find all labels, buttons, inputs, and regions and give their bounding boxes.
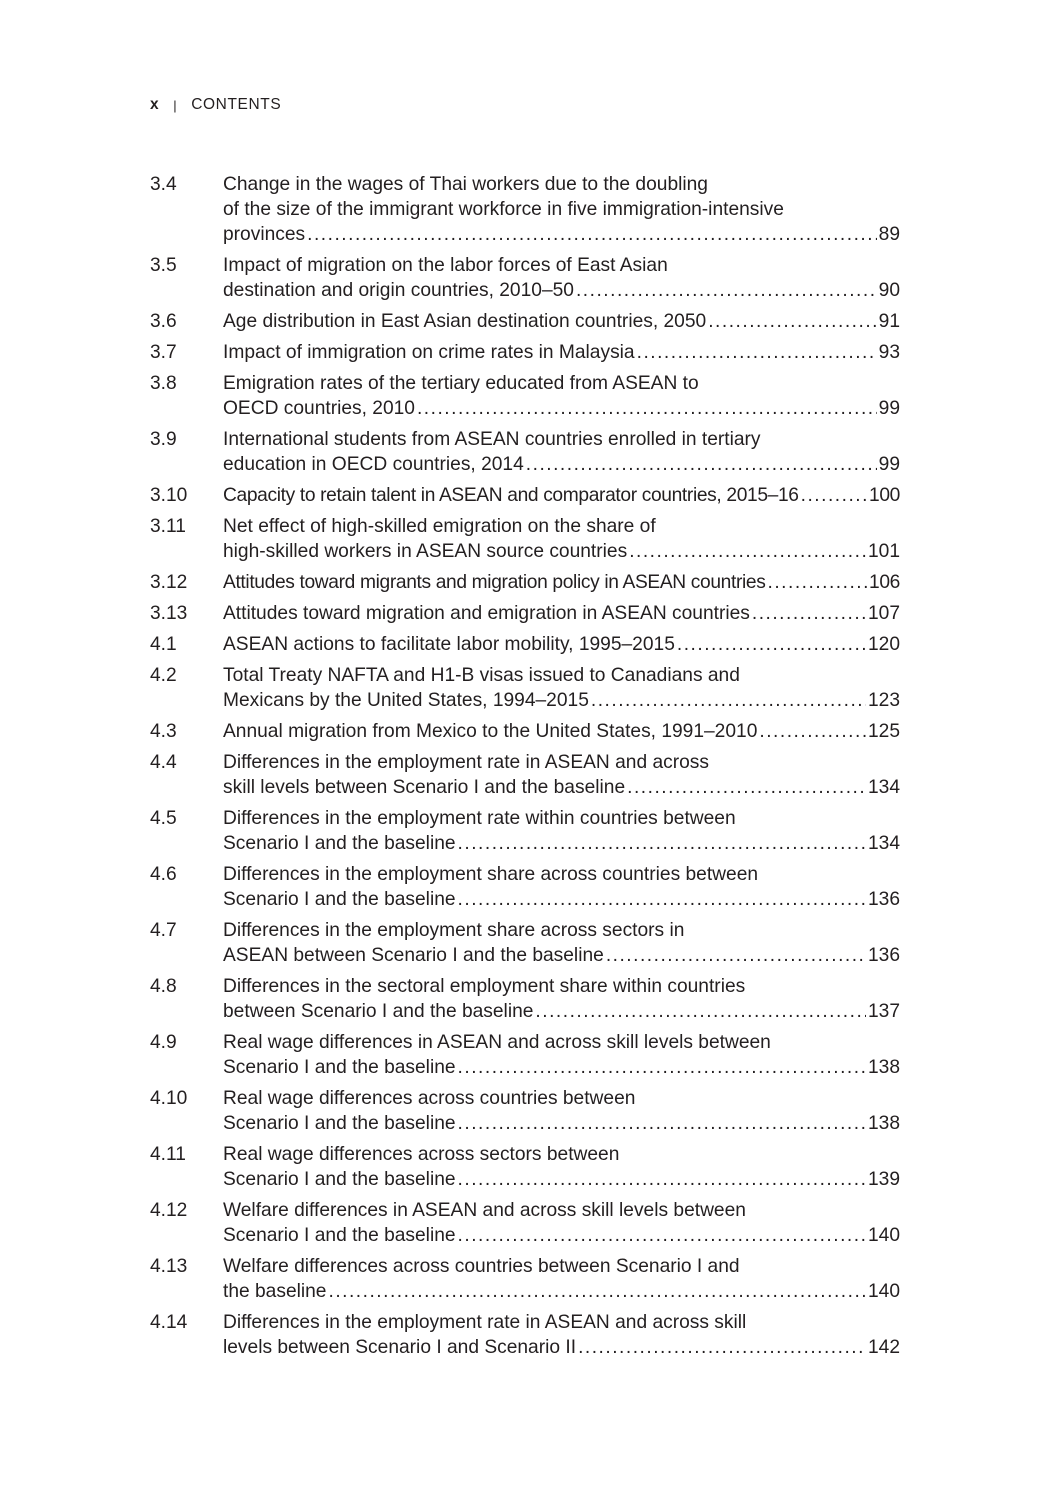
entry-number: 4.14: [150, 1312, 188, 1333]
entry-title: [223, 918, 900, 968]
entry-page-number: 101: [867, 541, 900, 562]
dot-leader: [458, 1111, 866, 1136]
dot-leader: [535, 999, 866, 1024]
dot-leader: [801, 483, 867, 508]
entry-title: [223, 1198, 900, 1248]
entry-title: [223, 514, 900, 564]
entry-page-number: 136: [867, 945, 900, 966]
dot-leader: [591, 688, 866, 713]
toc-entry[interactable]: [150, 719, 900, 744]
dot-leader: [627, 775, 866, 800]
entry-number: 3.6: [150, 311, 177, 332]
entry-title: [223, 1086, 900, 1136]
toc-entry[interactable]: [150, 253, 900, 303]
toc-entry[interactable]: [150, 1254, 900, 1304]
entry-title-line: skill levels between Scenario I and the baseline: [223, 777, 626, 798]
section-title: CONTENTS: [191, 96, 282, 113]
entry-number: 3.13: [150, 603, 188, 624]
dot-leader: [708, 309, 876, 334]
entry-title-line: Annual migration from Mexico to the United States, 1991–2010: [223, 721, 758, 742]
page-number: x: [150, 96, 160, 113]
entry-title-line: Impact of migration on the labor forces of East Asian: [223, 255, 668, 276]
toc-entry[interactable]: [150, 806, 900, 856]
entry-title-line: Differences in the employment share across sectors in: [223, 920, 685, 941]
entry-title: [223, 1142, 900, 1192]
dot-leader: [606, 943, 866, 968]
running-header: [150, 96, 281, 114]
entry-title-line: Differences in the employment rate within countries between: [223, 808, 736, 829]
entry-title-line: Net effect of high-skilled emigration on the share of: [223, 516, 656, 537]
entry-number: 4.3: [150, 721, 177, 742]
entry-page-number: 99: [878, 398, 900, 419]
entry-title: [223, 371, 900, 421]
entry-title-line: Scenario I and the baseline: [223, 1225, 456, 1246]
entry-title: [223, 750, 900, 800]
entry-number: 4.12: [150, 1200, 188, 1221]
entry-title-line: Total Treaty NAFTA and H1-B visas issued to Canadians and: [223, 665, 740, 686]
dot-leader: [637, 340, 877, 365]
entry-title-line: Attitudes toward migration and emigration in ASEAN countries: [223, 603, 750, 624]
dot-leader: [458, 831, 866, 856]
toc-entry[interactable]: [150, 172, 900, 247]
entry-title-line: provinces: [223, 224, 306, 245]
entry-number: 3.12: [150, 572, 188, 593]
entry-title-line: Scenario I and the baseline: [223, 1113, 456, 1134]
dot-leader: [629, 539, 866, 564]
entry-title-line: Scenario I and the baseline: [223, 833, 456, 854]
entry-title: [223, 1030, 900, 1080]
toc-entry[interactable]: [150, 663, 900, 713]
entry-number: 4.4: [150, 752, 177, 773]
dot-leader: [458, 1223, 866, 1248]
entry-page-number: 125: [867, 721, 900, 742]
entry-title-line: Real wage differences in ASEAN and across skill levels between: [223, 1032, 771, 1053]
entry-number: 4.1: [150, 634, 177, 655]
dot-leader: [458, 1055, 866, 1080]
entry-number: 4.10: [150, 1088, 188, 1109]
toc-entry[interactable]: [150, 1030, 900, 1080]
dot-leader: [458, 887, 866, 912]
entry-number: 4.13: [150, 1256, 188, 1277]
entry-title-line: Age distribution in East Asian destination countries, 2050: [223, 311, 707, 332]
entry-title-line: high-skilled workers in ASEAN source countries: [223, 541, 628, 562]
entry-number: 4.11: [150, 1144, 186, 1165]
entry-number: 3.4: [150, 174, 177, 195]
entry-number: 4.9: [150, 1032, 177, 1053]
entry-title-line: Scenario I and the baseline: [223, 1057, 456, 1078]
entry-title-line: ASEAN actions to facilitate labor mobility, 1995–2015: [223, 634, 675, 655]
entry-number: 4.7: [150, 920, 177, 941]
entry-page-number: 100: [869, 485, 900, 506]
entry-number: 3.7: [150, 342, 177, 363]
toc-entry[interactable]: [150, 1086, 900, 1136]
toc-entry[interactable]: [150, 570, 900, 595]
entry-title-line: Welfare differences across countries between Scenario I and: [223, 1256, 740, 1277]
dot-leader: [578, 1335, 866, 1360]
entry-title: [223, 309, 900, 334]
entry-title-line: Scenario I and the baseline: [223, 1169, 456, 1190]
entry-page-number: 138: [867, 1113, 900, 1134]
entry-number: 3.5: [150, 255, 177, 276]
entry-title-line: Real wage differences across sectors between: [223, 1144, 620, 1165]
entry-title: [223, 483, 900, 508]
toc-entry[interactable]: [150, 1310, 900, 1360]
toc-entry[interactable]: [150, 862, 900, 912]
entry-title-line: of the size of the immigrant workforce in five immigration-intensive: [223, 199, 784, 220]
toc-entry[interactable]: [150, 974, 900, 1024]
dot-leader: [759, 719, 866, 744]
toc-entry[interactable]: [150, 750, 900, 800]
entry-title: [223, 172, 900, 247]
entry-title-line: OECD countries, 2010: [223, 398, 415, 419]
dot-leader: [576, 278, 877, 303]
dot-leader: [328, 1279, 866, 1304]
entry-title-line: Change in the wages of Thai workers due to the doubling: [223, 174, 708, 195]
entry-number: 3.11: [150, 516, 186, 537]
toc-entry[interactable]: [150, 1198, 900, 1248]
entry-title-line: Emigration rates of the tertiary educated from ASEAN to: [223, 373, 699, 394]
entry-title-line: destination and origin countries, 2010–50: [223, 280, 574, 301]
entry-title: [223, 806, 900, 856]
entry-title-line: Differences in the sectoral employment share within countries: [223, 976, 746, 997]
entry-title: [223, 427, 900, 477]
entry-title-line: the baseline: [223, 1281, 327, 1302]
entry-title-line: Scenario I and the baseline: [223, 889, 456, 910]
entry-title: [223, 340, 900, 365]
entry-page-number: 123: [867, 690, 900, 711]
toc-entry[interactable]: [150, 1142, 900, 1192]
entry-title-line: levels between Scenario I and Scenario II: [223, 1337, 577, 1358]
entry-title-line: Capacity to retain talent in ASEAN and comparator countries, 2015–16: [223, 485, 799, 506]
entry-title-line: Real wage differences across countries between: [223, 1088, 636, 1109]
entry-number: 4.8: [150, 976, 177, 997]
entry-title: [223, 253, 900, 303]
entry-page-number: 134: [867, 833, 900, 854]
entry-page-number: 140: [867, 1281, 900, 1302]
entry-page-number: 137: [867, 1001, 900, 1022]
dot-leader: [752, 601, 866, 626]
header-separator: |: [173, 97, 178, 113]
toc-entry[interactable]: [150, 309, 900, 334]
entry-page-number: 136: [867, 889, 900, 910]
entry-title-line: ASEAN between Scenario I and the baseline: [223, 945, 604, 966]
entry-title-line: Differences in the employment share across countries between: [223, 864, 759, 885]
entry-page-number: 120: [867, 634, 900, 655]
entry-title-line: Differences in the employment rate in ASEAN and across: [223, 752, 709, 773]
entry-number: 3.8: [150, 373, 177, 394]
dot-leader: [677, 632, 866, 657]
entry-page-number: 134: [867, 777, 900, 798]
entry-page-number: 90: [878, 280, 900, 301]
entry-title: [223, 570, 900, 595]
dot-leader: [417, 396, 877, 421]
entry-page-number: 140: [867, 1225, 900, 1246]
entry-title-line: between Scenario I and the baseline: [223, 1001, 534, 1022]
figures-list: [150, 172, 900, 1366]
entry-title-line: education in OECD countries, 2014: [223, 454, 524, 475]
entry-title-line: Impact of immigration on crime rates in Malaysia: [223, 342, 635, 363]
entry-title: [223, 1254, 900, 1304]
toc-entry[interactable]: [150, 632, 900, 657]
entry-page-number: 107: [867, 603, 900, 624]
entry-title-line: Attitudes toward migrants and migration policy in ASEAN countries: [223, 572, 766, 593]
toc-entry[interactable]: [150, 483, 900, 508]
entry-number: 3.10: [150, 485, 188, 506]
dot-leader: [458, 1167, 866, 1192]
entry-title-line: Differences in the employment rate in ASEAN and across skill: [223, 1312, 747, 1333]
toc-entry[interactable]: [150, 371, 900, 421]
entry-number: 4.6: [150, 864, 177, 885]
entry-number: 3.9: [150, 429, 177, 450]
entry-page-number: 142: [867, 1337, 900, 1358]
entry-number: 4.5: [150, 808, 177, 829]
entry-page-number: 138: [867, 1057, 900, 1078]
entry-page-number: 106: [869, 572, 900, 593]
entry-title: [223, 601, 900, 626]
entry-page-number: 139: [867, 1169, 900, 1190]
toc-entry[interactable]: [150, 340, 900, 365]
entry-title-line: International students from ASEAN countries enrolled in tertiary: [223, 429, 761, 450]
toc-entry[interactable]: [150, 514, 900, 564]
entry-title-line: Welfare differences in ASEAN and across skill levels between: [223, 1200, 746, 1221]
entry-page-number: 99: [878, 454, 900, 475]
entry-page-number: 93: [878, 342, 900, 363]
toc-entry[interactable]: [150, 427, 900, 477]
dot-leader: [768, 570, 868, 595]
entry-page-number: 91: [878, 311, 900, 332]
entry-number: 4.2: [150, 665, 177, 686]
toc-entry[interactable]: [150, 601, 900, 626]
entry-page-number: 89: [878, 224, 900, 245]
entry-title: [223, 974, 900, 1024]
entry-title: [223, 663, 900, 713]
entry-title: [223, 862, 900, 912]
entry-title: [223, 719, 900, 744]
dot-leader: [307, 222, 877, 247]
toc-entry[interactable]: [150, 918, 900, 968]
dot-leader: [526, 452, 877, 477]
entry-title: [223, 1310, 900, 1360]
entry-title: [223, 632, 900, 657]
entry-title-line: Mexicans by the United States, 1994–2015: [223, 690, 589, 711]
